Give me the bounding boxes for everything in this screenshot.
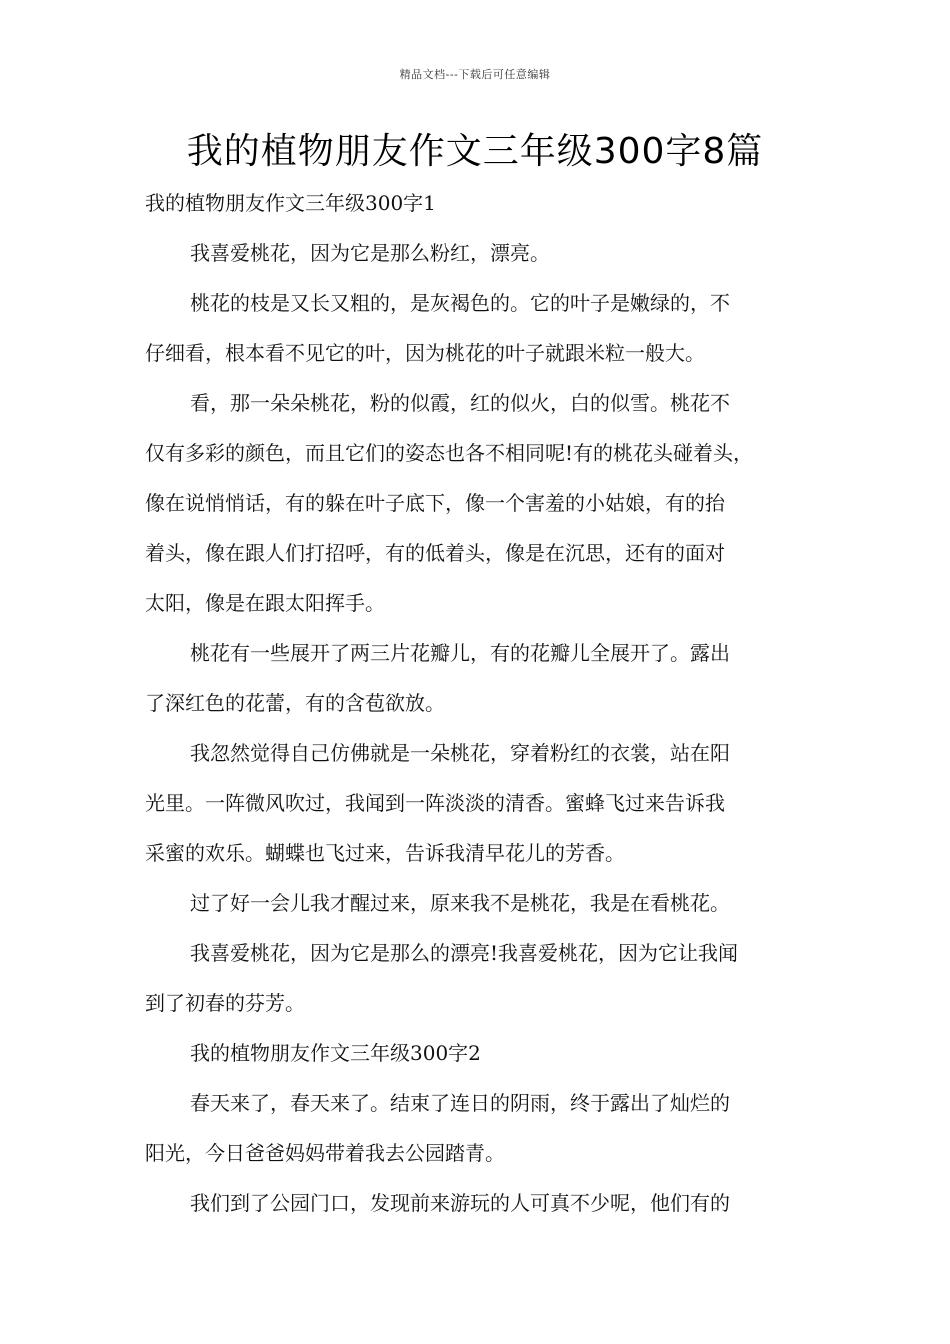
text-line: 桃花有一些展开了两三片花瓣儿，有的花瓣儿全展开了。露出 <box>190 641 730 665</box>
text-line: 仅有多彩的颜色，而且它们的姿态也各不相同呢!有的桃花头碰着头， <box>145 441 754 465</box>
text-line: 我的植物朋友作文三年级300字2 <box>190 1041 481 1065</box>
text-line: 看，那一朵朵桃花，粉的似霞，红的似火，白的似雪。桃花不 <box>190 391 730 415</box>
text-line: 我的植物朋友作文三年级300字1 <box>145 191 436 215</box>
text-line: 采蜜的欢乐。蝴蝶也飞过来，告诉我清早花儿的芳香。 <box>145 841 625 865</box>
text-line: 我喜爱桃花，因为它是那么的漂亮!我喜爱桃花，因为它让我闻 <box>190 941 739 965</box>
text-line: 我们到了公园门口，发现前来游玩的人可真不少呢，他们有的 <box>190 1191 730 1215</box>
page-title: 我的植物朋友作文三年级300字8篇 <box>186 131 764 172</box>
text-line: 到了初春的芬芳。 <box>145 991 305 1015</box>
text-line: 桃花的枝是又长又粗的，是灰褐色的。它的叶子是嫩绿的，不 <box>190 291 730 315</box>
text-line: 春天来了，春天来了。结束了连日的阴雨，终于露出了灿烂的 <box>190 1091 730 1115</box>
document-body <box>145 178 820 1228</box>
text-line: 过了好一会儿我才醒过来，原来我不是桃花，我是在看桃花。 <box>190 891 730 915</box>
text-line: 着头，像在跟人们打招呼，有的低着头，像是在沉思，还有的面对 <box>145 541 725 565</box>
text-line: 像在说悄悄话，有的躲在叶子底下，像一个害羞的小姑娘，有的抬 <box>145 491 725 515</box>
text-line: 我喜爱桃花，因为它是那么粉红，漂亮。 <box>190 241 550 265</box>
text-line: 太阳，像是在跟太阳挥手。 <box>145 591 385 615</box>
header-note: 精品文档---下载后可任意编辑 <box>399 68 551 81</box>
text-line: 阳光，今日爸爸妈妈带着我去公园踏青。 <box>145 1141 505 1165</box>
text-line: 了深红色的花蕾，有的含苞欲放。 <box>145 691 445 715</box>
text-line: 仔细看，根本看不见它的叶，因为桃花的叶子就跟米粒一般大。 <box>145 341 705 365</box>
text-line: 我忽然觉得自己仿佛就是一朵桃花，穿着粉红的衣裳，站在阳 <box>190 741 730 765</box>
text-line: 光里。一阵微风吹过，我闻到一阵淡淡的清香。蜜蜂飞过来告诉我 <box>145 791 725 815</box>
